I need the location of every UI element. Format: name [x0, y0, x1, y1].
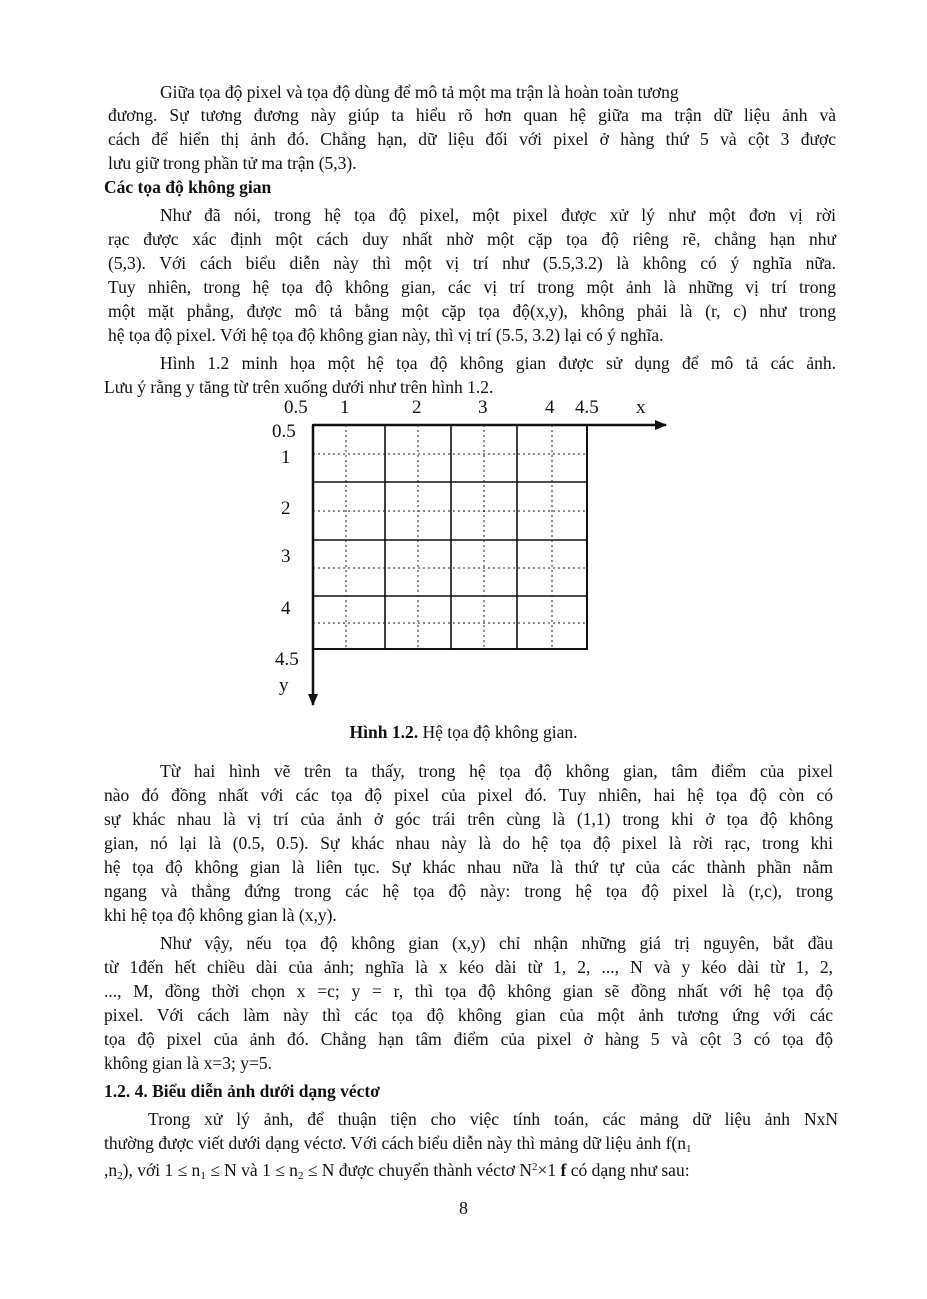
x-tick-label: 4.5: [575, 397, 599, 418]
para1-line1: Giữa tọa độ pixel và tọa độ dùng để mô tả một ma trận là hoàn toàn tương: [160, 82, 679, 102]
y-tick-label: 3: [281, 546, 291, 567]
para5-line6: không gian là x=3; y=5.: [104, 1053, 272, 1073]
para2-line1: Như đã nói, trong hệ tọa độ pixel, một pixel được xử lý như một đơn vị rời: [160, 205, 836, 225]
para4-line3: sự khác nhau là vị trí của ảnh ở góc trái trên cùng là (1,1) trong khi ở tọa độ không: [104, 809, 833, 829]
image-boundary-box: [313, 425, 587, 649]
y-tick-label: 0.5: [272, 421, 296, 442]
para2-line3: (5,3). Với cách biểu diễn này thì một vị trí như (5.5,3.2) là không có ý nghĩa nữa.: [108, 253, 836, 273]
text-run: ,n: [104, 1160, 118, 1180]
para3-line2: Lưu ý rằng y tăng từ trên xuống dưới như trên hình 1.2.: [104, 377, 494, 397]
y-axis-label: y: [279, 675, 289, 696]
x-tick-label: 0.5: [284, 397, 308, 418]
para6-line3: [104, 1156, 690, 1187]
para4-line7: khi hệ tọa độ không gian là (x,y).: [104, 905, 337, 925]
para5-line4: pixel. Với cách làm này thì các tọa độ không gian của một ảnh tương ứng với các: [104, 1005, 833, 1025]
para6-line2-text: thường được viết dưới dạng véctơ. Với cách biểu diễn này thì mảng dữ liệu ảnh f(n: [104, 1133, 687, 1153]
figure-caption: [0, 722, 927, 743]
para2-line6: hệ tọa độ pixel. Với hệ tọa độ không gian này, thì vị trí (5.5, 3.2) lại có ý nghĩa.: [108, 325, 664, 345]
figure-caption-text: Hệ tọa độ không gian.: [418, 722, 578, 742]
para2-line2: rạc được xác định một cách duy nhất nhờ một cặp tọa độ riêng rẽ, chẳng hạn như: [108, 229, 836, 249]
para1-line2: đương. Sự tương đương này giúp ta hiểu rõ hơn quan hệ giữa ma trận dữ liệu ảnh và: [108, 105, 836, 125]
para1-line3: cách để hiển thị ảnh đó. Chẳng hạn, dữ liệu đối với pixel ở hàng thứ 5 và cột 3 được: [108, 129, 836, 149]
text-run: ≤ N và 1 ≤ n: [205, 1160, 298, 1180]
text-run: ×1: [537, 1160, 561, 1180]
text-run: ≤ N được chuyển thành véctơ N: [303, 1160, 533, 1180]
para1-line4: lưu giữ trong phần tử ma trận (5,3).: [108, 153, 357, 173]
para4-line4: gian, nó lại là (0.5, 0.5). Sự khác nhau này là do hệ tọa độ pixel là rời rạc, trong khi: [104, 833, 833, 853]
pixel-center-lines-h: [313, 454, 587, 623]
para6-line1: Trong xử lý ảnh, để thuận tiện cho việc tính toán, các mảng dữ liệu ảnh NxN: [148, 1109, 838, 1129]
text-run: ), với 1 ≤ n: [122, 1160, 201, 1180]
para4-line6: ngang và thẳng đứng trong các hệ tọa độ này: trong hệ tọa độ pixel là (r,c), trong: [104, 881, 833, 901]
para5-line3: ..., M, đồng thời chọn x =c; y = r, thì tọa độ không gian sẽ đồng nhất với hệ tọa độ: [104, 981, 833, 1001]
vector-symbol: f: [560, 1160, 567, 1180]
superscript: 2: [532, 1161, 538, 1173]
para5-line2: từ 1đến hết chiều dài của ảnh; nghĩa là x kéo dài từ 1, 2, ..., N và y kéo dài từ 1, 2,: [104, 957, 833, 977]
x-axis-label: x: [636, 397, 646, 418]
section-heading-spatial-coords: Các tọa độ không gian: [104, 177, 272, 197]
text-run: có dạng như sau:: [566, 1160, 690, 1180]
y-tick-label: 2: [281, 498, 291, 519]
subscript: 2: [117, 1170, 123, 1182]
subscript: 1: [686, 1143, 692, 1155]
para2-line5: một mặt phẳng, được mô tả bằng một cặp tọa độ(x,y), không phải là (r, c) như trong: [108, 301, 836, 321]
x-tick-label: 1: [340, 397, 350, 418]
para5-line5: tọa độ pixel của ảnh đó. Chẳng hạn tâm điểm của pixel ở hàng 5 và cột 3 có tọa độ: [104, 1029, 833, 1049]
figure-caption-label: Hình 1.2.: [349, 722, 419, 742]
subscript: 2: [297, 1170, 304, 1182]
y-tick-label: 4: [281, 598, 291, 619]
page-number: 8: [459, 1198, 468, 1218]
x-tick-label: 2: [412, 397, 422, 418]
para4-line2: nào đó đồng nhất với các tọa độ pixel của pixel đó. Tuy nhiên, hai hệ tọa độ còn có: [104, 785, 833, 805]
subscript: 1: [200, 1170, 206, 1182]
para4-line5: hệ tọa độ không gian là liên tục. Sự khác nhau nữa là thứ tự của các thành phần nằm: [104, 857, 833, 877]
x-tick-label: 4: [545, 397, 555, 418]
pixel-center-lines-v: [346, 425, 552, 649]
section-heading-vector-representation: 1.2. 4. Biểu diễn ảnh dưới dạng véctơ: [104, 1081, 380, 1101]
para5-line1: Như vậy, nếu tọa độ không gian (x,y) chỉ nhận những giá trị nguyên, bắt đầu: [160, 933, 833, 953]
para2-line4: Tuy nhiên, trong hệ tọa độ không gian, các vị trí trong một ảnh là những vị trí trong: [108, 277, 836, 297]
x-tick-label: 3: [478, 397, 488, 418]
para3-line1: Hình 1.2 minh họa một hệ tọa độ không gian được sử dụng để mô tả các ảnh.: [160, 353, 836, 373]
y-tick-label: 1: [281, 447, 291, 468]
para4-line1: Từ hai hình vẽ trên ta thấy, trong hệ tọa độ không gian, tâm điểm của pixel: [160, 761, 833, 781]
y-tick-label: 4.5: [275, 649, 299, 670]
